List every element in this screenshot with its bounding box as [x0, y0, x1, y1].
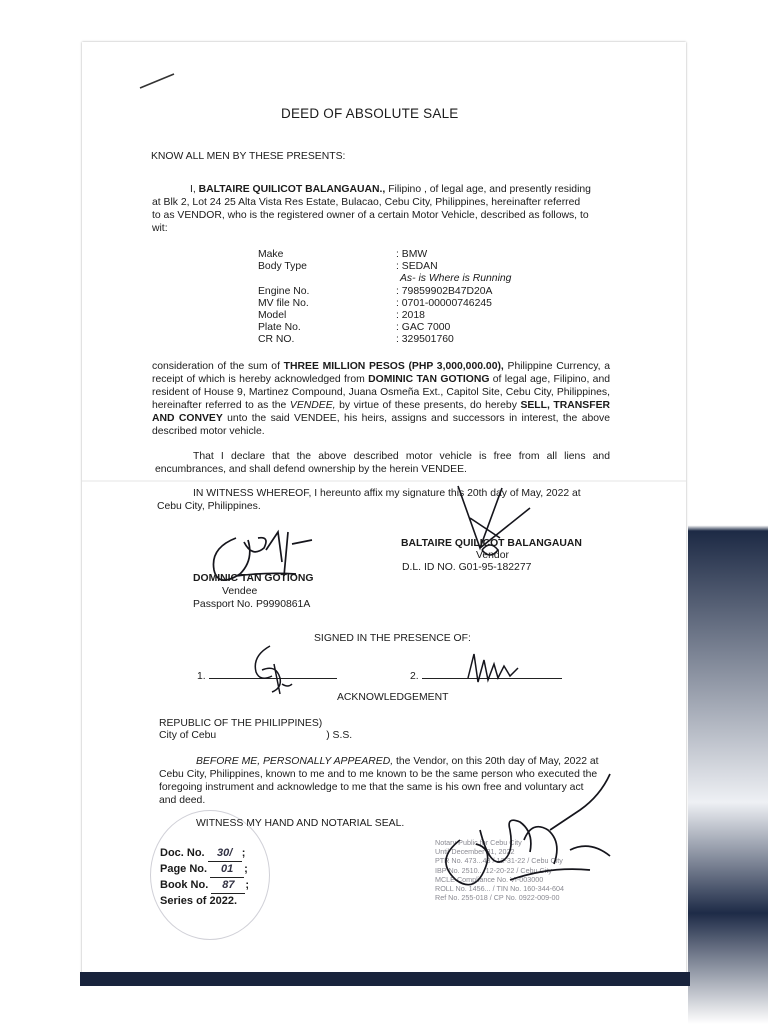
consideration-paragraph: consideration of the sum of THREE MILLION PESOS (PHP 3,000,000.00), Philippine Currency, a receipt of which is hereby acknowledged from DOMINIC TAN GOTIONG of legal age, Filipino, and resident of House 9, Martinez Compound, Juana Osmeña Ext., Capitol Site, Cebu City, Philippines, hereinafter referred to as the VENDEE, by virtue of these presents, do hereby SELL, TRANSFER AND CONVEY unto the said VENDEE, his heirs, assigns and successors in interest, the above described motor vehicle.: [152, 361, 611, 437]
stamp-line: PTR No. 473...48 / 12-31-22 / Cebu City: [435, 856, 563, 866]
vendee-role: Vendee: [222, 586, 258, 597]
vehicle-row: Body Type : SEDAN: [258, 261, 438, 273]
ack-line-4: and deed.: [159, 795, 206, 806]
book-no: Book No. 87 ;: [160, 878, 249, 894]
witness-1-line: 1.: [197, 670, 337, 683]
vehicle-row: Engine No. : 79859902B47D20A: [258, 285, 493, 297]
witness-whereof-line-1: IN WITNESS WHEREOF, I hereunto affix my signature this 20th day of May, 2022 at: [193, 488, 581, 499]
stamp-line: IBP No. 2510.../12-20-22 / Cebu City: [435, 865, 552, 875]
backdrop-bottom: [80, 972, 690, 986]
vehicle-row: Plate No. : GAC 7000: [258, 322, 451, 334]
notary-signature: [420, 770, 630, 910]
document-title: DEED OF ABSOLUTE SALE: [281, 106, 459, 121]
ack-line-3: foregoing instrument and acknowledge to me that the same is his own free and voluntary act: [159, 782, 584, 793]
p1-line-1: I, BALTAIRE QUILICOT BALANGAUAN., Filipino , of legal age, and presently residing: [190, 184, 591, 195]
intro-line: KNOW ALL MEN BY THESE PRESENTS:: [151, 151, 346, 162]
stamp-line: ROLL No. 1456... / TIN No. 160-344-604: [435, 884, 565, 894]
acknowledgement-heading: ACKNOWLEDGEMENT: [337, 692, 449, 703]
margin-pen-stroke: [138, 70, 178, 92]
vendor-role: Vendor: [476, 550, 509, 561]
page-no: Page No. 01 ;: [160, 862, 249, 878]
liens-paragraph: That I declare that the above described motor vehicle is free from all liens and encumbrances, and shall defend ownership by the herein VENDEE.: [155, 451, 610, 475]
vehicle-row: MV file No. : 0701-00000746245: [258, 297, 492, 309]
witness-heading: SIGNED IN THE PRESENCE OF:: [314, 633, 471, 644]
vehicle-row: Make : BMW: [258, 249, 428, 260]
vehicle-row: As- is Where is Running: [400, 273, 512, 285]
city-line: City of Cebu ) S.S.: [159, 730, 353, 741]
stamp-line: Ref No. 255-018 / CP No. 0922-009-00: [435, 893, 560, 903]
p1-line-3: to as VENDOR, who is the registered owner of a certain Motor Vehicle, described as follows, to: [152, 210, 589, 221]
document-register: [160, 846, 249, 909]
vehicle-row: CR NO. : 329501760: [258, 334, 454, 346]
witness-seal-line: WITNESS MY HAND AND NOTARIAL SEAL.: [196, 818, 405, 829]
vehicle-row: Model : 2018: [258, 309, 425, 321]
p1-line-2: at Blk 2, Lot 24 25 Alta Vista Res Estate, Bulacao, Cebu City, Philippines, hereinafter referred: [152, 197, 581, 208]
witness-whereof-line-2: Cebu City, Philippines.: [157, 501, 261, 512]
witness-1-signature: [240, 640, 300, 704]
witness-2-signature: [462, 648, 532, 688]
republic-line: REPUBLIC OF THE PHILIPPINES): [159, 718, 323, 729]
stamp-line: MCLE Compliance No. VI-003000: [435, 874, 544, 884]
stamp-line: Until December 31, 2022: [435, 847, 515, 857]
vendor-name-inline: BALTAIRE QUILICOT BALANGAUAN.,: [198, 184, 386, 195]
vehicle-details: [258, 248, 558, 346]
vendee-id: Passport No. P9990861A: [193, 599, 311, 610]
vendor-id: D.L. ID NO. G01-95-182277: [402, 562, 532, 573]
vendor-name: BALTAIRE QUILICOT BALANGAUAN: [401, 538, 582, 549]
backdrop-right: [688, 470, 768, 1024]
witness-2-line: 2.: [410, 670, 562, 683]
series: Series of 2022.: [160, 895, 238, 907]
ack-line-2: Cebu City, Philippines, known to me and to me known to be the same person who executed the: [159, 769, 598, 780]
ack-line-1: BEFORE ME, PERSONALLY APPEARED, the Vendor, on this 20th day of May, 2022 at: [196, 756, 599, 767]
p1-line-4: wit:: [152, 223, 168, 234]
vendee-name: DOMINIC TAN GOTIONG: [193, 573, 314, 584]
stamp-line: Notary Public for Cebu City: [435, 838, 522, 847]
paper-fold: [82, 480, 686, 482]
doc-no: Doc. No. 30/ ;: [160, 846, 249, 862]
